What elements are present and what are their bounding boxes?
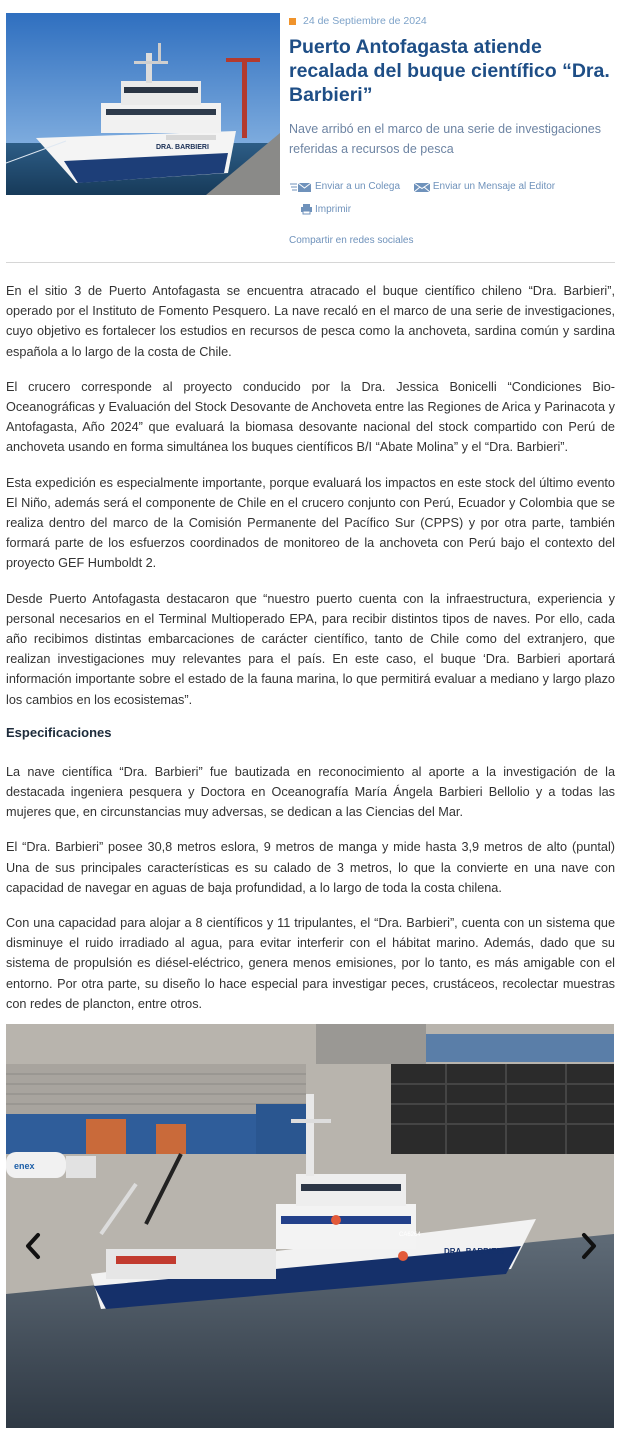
gallery-hull-code: CA6264 <box>399 1232 421 1238</box>
share-social-link[interactable]: Compartir en redes sociales <box>289 235 414 246</box>
article-body <box>6 281 615 1029</box>
photo-gallery <box>6 1024 614 1428</box>
section-heading: Especificaciones <box>6 724 112 740</box>
send-to-editor-link[interactable] <box>413 177 555 196</box>
paragraph: Esta expedición es especialmente importante, porque evaluará los impactos en este stock del último evento El Niño, además será el componente de Chile en el crucero conjunto con Perú, Ecuador y Colombia que se realiza dentro del marco de la Comisión Permanente del Pacífico Sur (CPPS) y por otra parte, también formará parte de los esfuerzos coordinados de monitoreo de la anchoveta con Perú bajo el contexto del proyecto GEF Humboldt 2. <box>6 475 615 571</box>
hull-name-text: DRA. BARBIERI <box>156 144 209 151</box>
share-mail-icon <box>289 181 313 193</box>
article-header <box>289 13 615 246</box>
paragraph: Desde Puerto Antofagasta destacaron que “nuestro puerto cuenta con la infraestructura, experiencia y personal necesarios en el Terminal Multioperado EPA, para recibir distintos tipos de naves. Por ello, cada año recibimos distintas embarcaciones de carácter científico, tanto de Chile como del extranjero, que realizan investigaciones muy relevantes para el país. En este caso, el buque ‘Dra. Barbieri aportará información importante sobre el estado de la fauna marina, lo que permitirá evaluar a mediano y largo plazo los cambios en los ecosistemas”. <box>6 591 615 707</box>
chevron-left-icon <box>23 1232 43 1260</box>
envelope-icon <box>413 181 431 193</box>
article-subtitle: Nave arribó en el marco de una serie de investigaciones referidas a recursos de pesca <box>289 122 601 156</box>
truck-label: enex <box>14 1161 35 1171</box>
article-date: 24 de Septiembre de 2024 <box>303 15 427 27</box>
print-label: Imprimir <box>315 203 352 215</box>
article-actions <box>289 177 615 222</box>
paragraph: Con una capacidad para alojar a 8 científicos y 11 tripulantes, el “Dra. Barbieri”, cuenta con un sistema que disminuye el ruido irradiado al agua, para evitar interferir con el hábitat marino. Además, dado que su sistema de propulsión es diésel-eléctrico, genera menos emisiones, por lo tanto, es más amigable con el entorno. Por otra parte, su diseño lo hace especial para investigar peces, crustáceos, recolectar muestras con redes de plancton, entre otros. <box>6 916 615 1011</box>
date-row <box>289 13 615 29</box>
send-to-colleague-link[interactable] <box>289 177 400 196</box>
hero-image <box>6 13 280 195</box>
printer-icon <box>300 203 313 215</box>
paragraph: La nave científica “Dra. Barbieri” fue bautizada en reconocimiento al aporte a la investigación de la destacada ingeniera pesquera y Doctora en Oceanografía María Ángela Barbieri Bellolio y a todas las mujeres que, en circunstancias muy adversas, se dedican a las Ciencias del Mar. <box>6 764 615 820</box>
gallery-hull-name: DRA. BARBIERI <box>444 1247 505 1256</box>
header-divider <box>6 262 615 263</box>
send-to-editor-label: Enviar un Mensaje al Editor <box>432 181 556 192</box>
paragraph: El “Dra. Barbieri” posee 30,8 metros eslora, 9 metros de manga y mide hasta 3,9 metros de alto (puntal) Una de sus principales características es su calado de 3 metros, lo que la convierte en una nave con capacidad de navegar en aguas de baja profundidad, a lo largo de toda la costa chilena. <box>6 840 615 895</box>
paragraph: En el sitio 3 de Puerto Antofagasta se encuentra atracado el buque científico chileno “Dra. Barbieri”, operado por el Instituto de Fomento Pesquero. La nave recaló en el marco de una serie de investigaciones, cuyo objetivo es fortalecer los estudios en recursos de pesca como la anchoveta, sardina común y sardina española a lo largo de la costa de Chile. <box>6 284 615 359</box>
page-title: Puerto Antofagasta atiende recalada del buque científico “Dra. Barbieri” <box>289 36 610 106</box>
print-link[interactable] <box>300 200 351 219</box>
paragraph: El crucero corresponde al proyecto conducido por la Dra. Jessica Bonicelli “Condiciones Bio-Oceanográficas y Evaluación del Stock Desovante de Anchoveta entre las Regiones de Arica y Parinacota y Antofagasta, Año 2024” que evaluará la biomasa desovante nacional del stock compartido con Perú de anchoveta usando en forma simultánea los buques científicos B/I “Abate Molina” y el “Dra. Barbieri”. <box>6 379 615 455</box>
chevron-right-icon <box>579 1232 599 1260</box>
date-bullet-icon <box>289 18 296 25</box>
gallery-prev-button[interactable] <box>20 1229 46 1263</box>
gallery-next-button[interactable] <box>576 1229 602 1263</box>
send-to-colleague-label: Enviar a un Colega <box>315 181 401 192</box>
